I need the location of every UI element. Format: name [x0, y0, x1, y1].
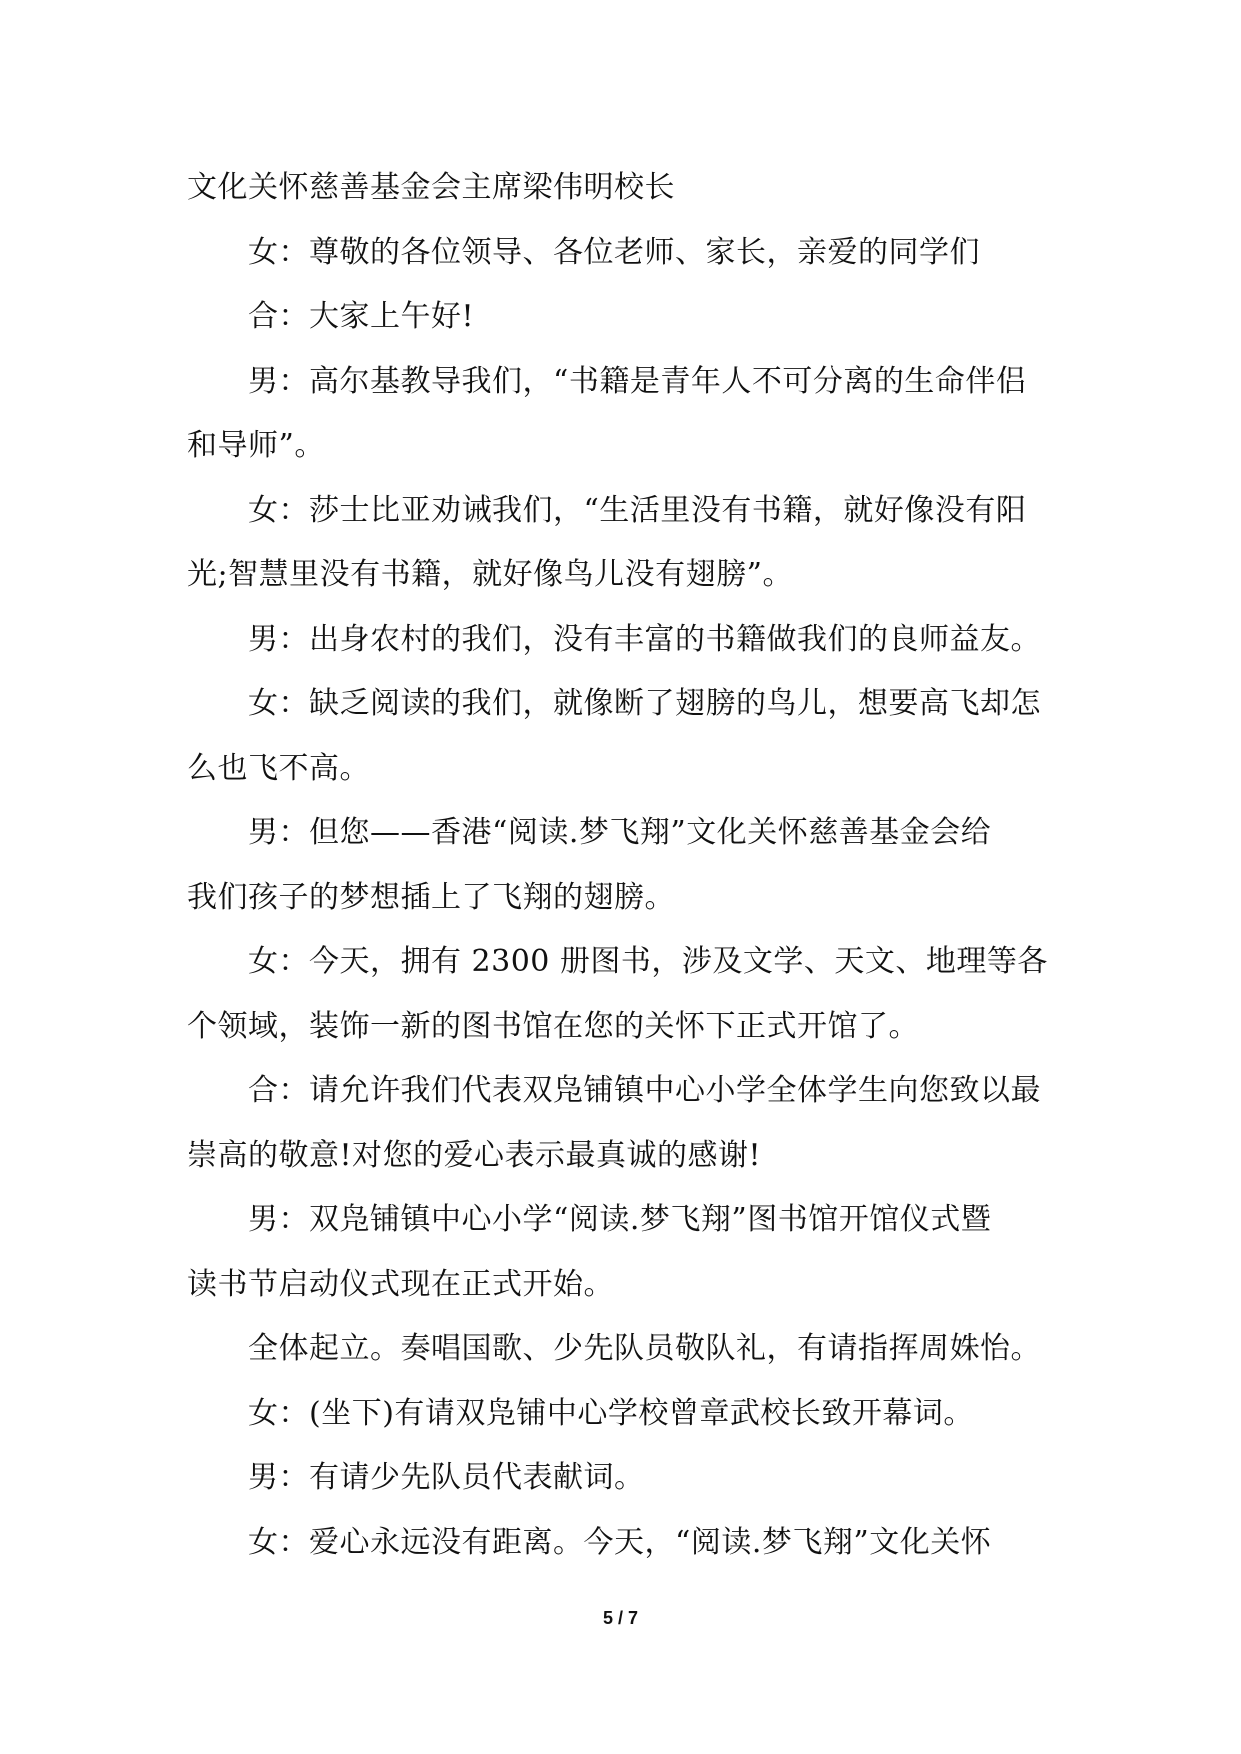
text-line: 男：但您——香港“阅读.梦飞翔”文化关怀慈善基金会给	[248, 815, 992, 850]
text-line: 全体起立。奏唱国歌、少先队员敬队礼，有请指挥周姝怡。	[248, 1331, 1041, 1366]
text-line: 我们孩子的梦想插上了飞翔的翅膀。	[187, 879, 675, 915]
text-line: 读书节启动仪式现在正式开始。	[187, 1266, 614, 1302]
page-number: 5 / 7	[602, 1608, 639, 1628]
text-line: 男：双凫铺镇中心小学“阅读.梦飞翔”图书馆开馆仪式暨	[248, 1202, 992, 1237]
text-line: 男：出身农村的我们，没有丰富的书籍做我们的良师益友。	[248, 621, 1041, 657]
text-line: 崇高的敬意!对您的爱心表示最真诚的感谢!	[187, 1137, 762, 1173]
text-line: 女：爱心永远没有距离。今天，“阅读.梦飞翔”文化关怀	[248, 1524, 992, 1560]
text-line: 男：有请少先队员代表献词。	[248, 1460, 645, 1495]
text-line: 女：莎士比亚劝诫我们，“生活里没有书籍，就好像没有阳	[248, 492, 1027, 528]
text-line: 文化关怀慈善基金会主席梁伟明校长	[187, 170, 675, 205]
text-line: 女：今天，拥有 2300 册图书，涉及文学、天文、地理等各	[248, 944, 1048, 979]
text-line: 女：(坐下)有请双凫铺中心学校曾章武校长致开幕词。	[248, 1395, 974, 1431]
text-line: 女：缺乏阅读的我们，就像断了翅膀的鸟儿，想要高飞却怎	[248, 686, 1041, 721]
text-line: 光;智慧里没有书籍，就好像鸟儿没有翅膀”。	[187, 557, 793, 592]
text-line: 男：高尔基教导我们，“书籍是青年人不可分离的生命伴侣	[248, 363, 1027, 399]
text-line: 合：请允许我们代表双凫铺镇中心小学全体学生向您致以最	[248, 1073, 1041, 1108]
text-line: 个领域，装饰一新的图书馆在您的关怀下正式开馆了。	[187, 1008, 919, 1044]
document-body	[187, 156, 1057, 1575]
text-line: 么也飞不高。	[187, 750, 370, 786]
text-line: 女：尊敬的各位领导、各位老师、家长，亲爱的同学们	[248, 234, 980, 270]
text-line: 合：大家上午好!	[248, 299, 475, 334]
text-line: 和导师”。	[187, 428, 325, 463]
